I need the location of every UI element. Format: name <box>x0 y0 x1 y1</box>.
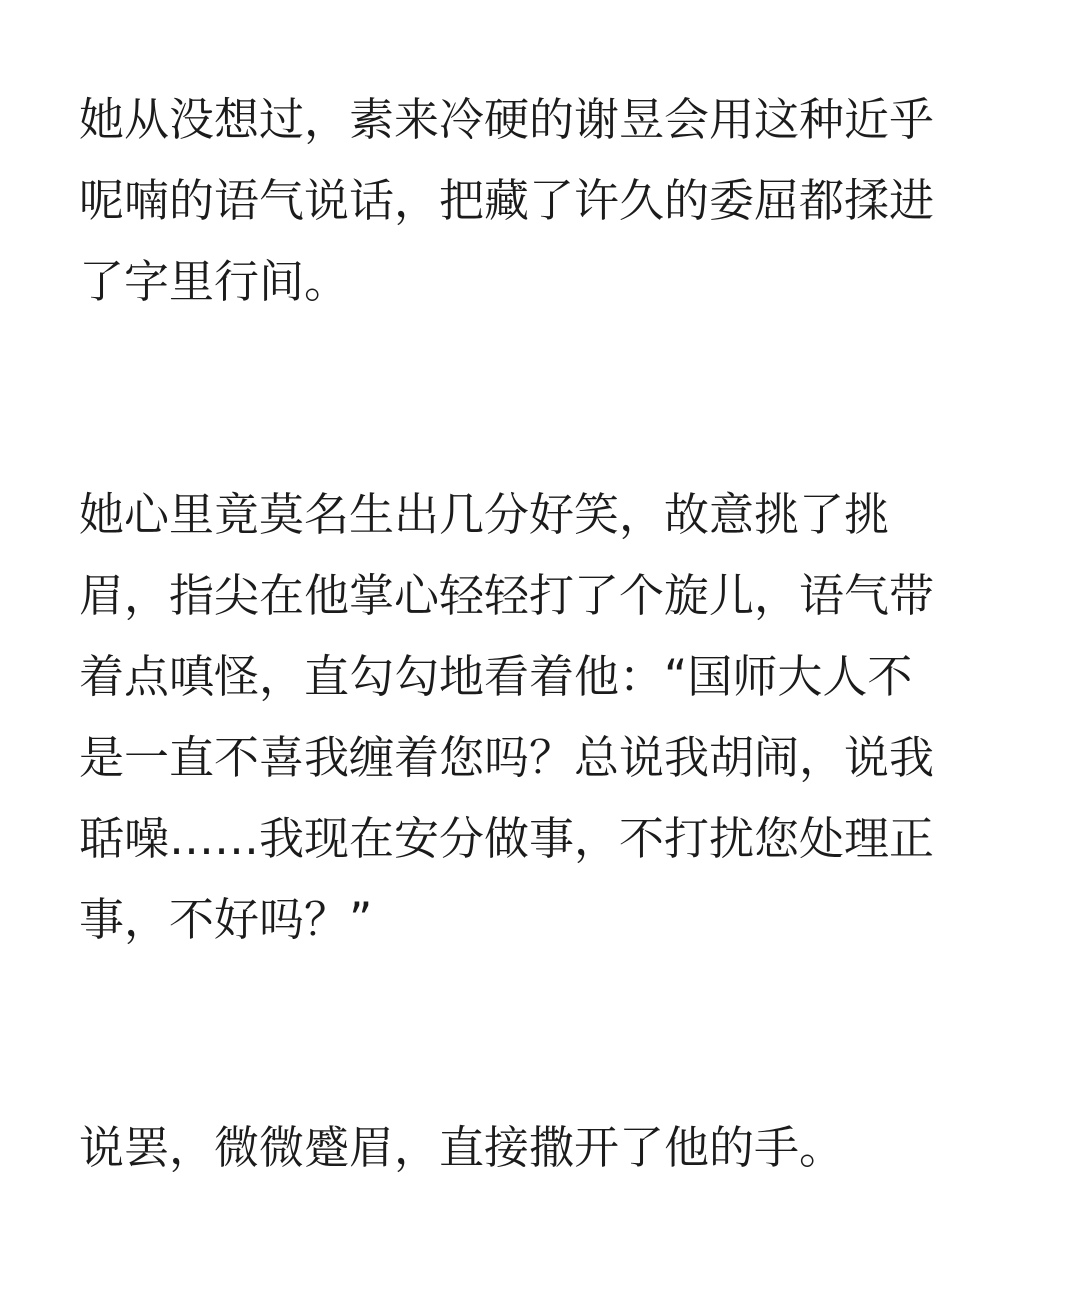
paragraph-line: 着点嗔怪，直勾勾地看着他：“国师大人不 <box>79 650 913 703</box>
paragraph-1 <box>79 79 934 322</box>
paragraph-line: 她心里竟莫名生出几分好笑，故意挑了挑 <box>79 488 890 541</box>
paragraph-line: 了字里行间。 <box>79 255 350 308</box>
paragraph-line: 是一直不喜我缠着您吗？总说我胡闹，说我 <box>79 731 935 784</box>
paragraph-line: 她从没想过，素来冷硬的谢昱会用这种近乎 <box>79 93 935 146</box>
paragraph-line: 呢喃的语气说话，把藏了许久的委屈都揉进 <box>79 174 935 227</box>
paragraph-line: 事，不好吗？” <box>79 893 373 946</box>
paragraph-3 <box>79 1107 844 1188</box>
paragraph-line: 说罢，微微蹙眉，直接撒开了他的手。 <box>79 1121 845 1174</box>
paragraph-line: 聒噪……我现在安分做事，不打扰您处理正 <box>79 812 935 865</box>
paragraph-2 <box>79 474 934 960</box>
paragraph-line: 眉，指尖在他掌心轻轻打了个旋儿，语气带 <box>79 569 935 622</box>
